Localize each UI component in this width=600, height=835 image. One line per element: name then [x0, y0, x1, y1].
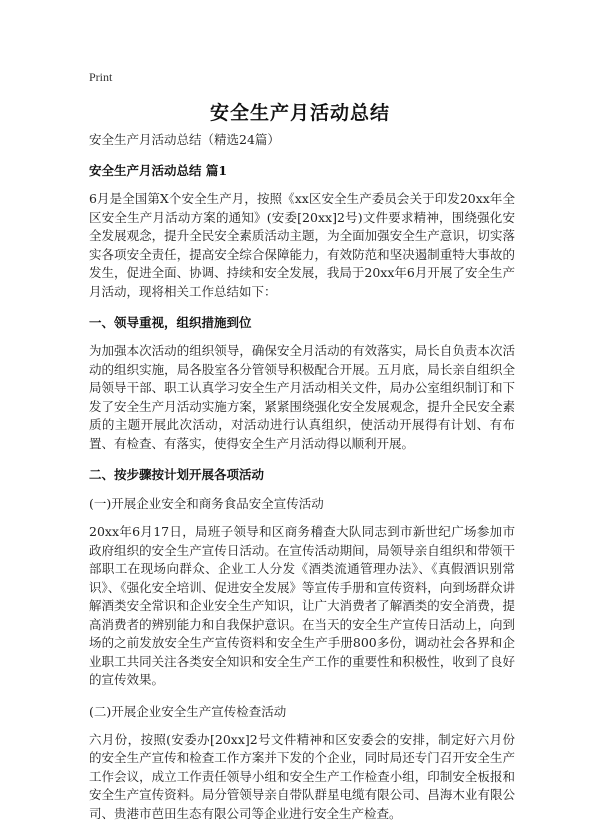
section2-heading: 二、按步骤按计划开展各项活动 [89, 467, 265, 482]
print-link[interactable]: Print [89, 70, 113, 84]
section1-heading: 一、领导重视，组织措施到位 [89, 315, 252, 330]
document-body [89, 130, 515, 835]
section2-sub2-paragraph: 六月份，按照(安委办[20xx]2号文件精神和区安委会的安排，制定好六月份的安全生产宣传和检查工作方案并下发的个企业，同时局还专门召开安全生产工作会议，成立工作责任领导小组和安全生产工作检查小组，印制安全板报和安全生产宣传资料。局分管领导亲自带队群星电缆有限公司、昌海木业有限公司、贵港市芭田生态有限公司等企业进行安全生产检查。 [89, 731, 515, 821]
section2-sub1-heading: (一)开展企业安全和商务食品安全宣传活动 [89, 496, 324, 511]
section2-sub1-paragraph: 20xx年6月17日，局班子领导和区商务稽查大队同志到市新世纪广场参加市政府组织的安全生产宣传日活动。在宣传活动期间，局领导亲自组织和带领干部职工在现场向群众、企业工人分发《酒类流通管理办法》、《真假酒识别常识》、《强化安全培训、促进安全发展》等宣传手册和宣传资料，向到场群众讲解酒类安全常识和企业安全生产知识，让广大消费者了解酒类的安全消费，提高消费者的辨别能力和自我保护意识。在当天的安全生产宣传日活动上，向到场的之前发放安全生产宣传资料和安全生产手册800多份，调动社会各界和企业职工共同关注各类安全知识和安全生产工作的重要性和积极性，收到了良好的宣传效果。 [89, 524, 515, 687]
section2-sub2-heading: (二)开展企业安全生产宣传检查活动 [89, 703, 287, 719]
section1-paragraph: 为加强本次活动的组织领导，确保安全月活动的有效落实，局长自负责本次活动的组织实施，局各股室各分管领导积极配合开展。五月底，局长亲自组织全局领导干部、职工认真学习安全生产月活动相关文件，局办公室组织制订和下发了安全生产月活动实施方案，紧紧围绕强化安全发展观念，提升全民安全素质的主题开展此次活动，对活动进行认真组织，使活动开展得有计划、有布置、有检查、有落实，使得安全生产月活动得以顺利开展。 [89, 343, 515, 451]
article-heading: 安全生产月活动总结 篇1 [89, 163, 228, 178]
intro-paragraph: 6月是全国第X个安全生产月，按照《xx区安全生产委员会关于印发20xx年全区安全生产月活动方案的通知》(安委[20xx]2号)文件要求精神，围绕强化安全发展观念，提升全民安全素质活动主题，为全面加强安全生产意识，切实落实各项安全责任，提高安全综合保障能力，有效防范和坚决遏制重特大事故的发生，促进全面、协调、持续和安全发展，我局于20xx年6月开展了安全生产月活动，现将相关工作总结如下： [89, 191, 515, 299]
document-subtitle: 安全生产月活动总结（精选24篇） [89, 132, 280, 147]
page-title: 安全生产月活动总结 [209, 102, 390, 124]
